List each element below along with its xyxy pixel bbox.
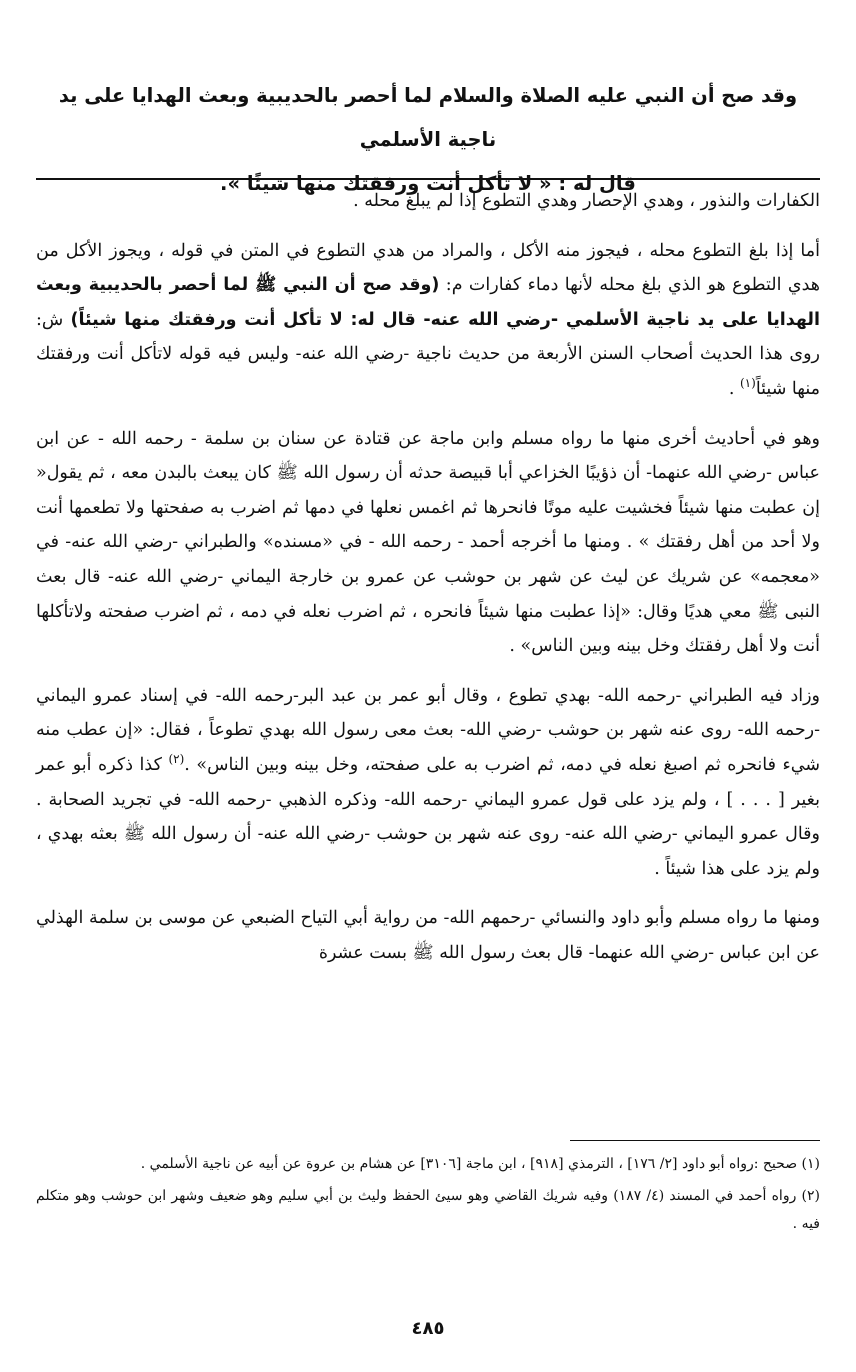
footnotes	[36, 1150, 820, 1242]
matn-line-1: وقد صح أن النبي عليه الصلاة والسلام لما أحصر بالحديبية وبعث الهدايا على يد ناجية الأسلمي	[58, 84, 798, 151]
paragraph-4-part-a: وزاد فيه الطبراني -رحمه الله- بهدي تطوع ، وقال أبو عمر بن عبد البر-رحمه الله- في إسناد عمرو اليماني -رحمه الله- روى عنه شهر بن حوشب -رضي الله- بعث معى رسول الله بهدي تطوعاً ، فقال: «إن عطب منه شيء فانحره ثم اصبغ نعله في دمه، ثم اضرب به على صفحته، وخل بينه وبين الناس» .	[36, 685, 820, 775]
paragraph-2-intro: أما إذا بلغ التطوع محله ، فيجوز منه الأكل ، والمراد من هدي التطوع في المتن في قوله ، ويجوز الأكل من هدي التطوع هو الذي بلغ محله لأنها دماء كفارات م:	[36, 240, 820, 296]
commentary-paragraph-1: الكفارات والنذور ، وهدي الإحصار وهدي التطوع إذا لم يبلغ محله .	[353, 191, 820, 211]
footnote-1: (١) صحيح :رواه أبو داود [٢/ ١٧٦] ، الترمذي [٩١٨] ، ابن ماجة [٣١٠٦] عن هشام بن عروة عن أبيه عن ناجية الأسلمي .	[140, 1156, 820, 1172]
paragraph-2-body: ش: روى هذا الحديث أصحاب السنن الأربعة من حديث ناجية -رضي الله عنه- وليس فيه قوله لاتأكل أنت ورفقتك منها شيئاً	[36, 309, 820, 399]
paragraph-4-part-b: كذا ذكره أبو عمر بغير [ . . . ] ، ولم يزد على قول عمرو اليماني -رحمه الله- وذكره الذهبي -رحمه الله- في تجريد الصحابة . وقال عمرو اليماني -رضي الله عنه- روى عنه شهر بن حوشب -رضي الله عنه- أن رسول الله ﷺ بعثه بهدي ، ولم يزد على هذا شيئاً .	[36, 754, 820, 879]
commentary-body	[36, 184, 820, 985]
commentary-paragraph-4	[36, 679, 820, 887]
paragraph-2-end: .	[728, 378, 740, 399]
page-number: ٤٨٥	[411, 1318, 445, 1339]
commentary-paragraph-5: ومنها ما رواه مسلم وأبو داود والنسائي -رحمهم الله- من رواية أبي التياح الضبعي عن موسى بن سلمة الهذلي عن ابن عباس -رضي الله عنهما- قال بعث رسول الله ﷺ بست عشرة	[36, 908, 820, 963]
matn-line-2: قال له : « لا تأكل أنت ورفقتك منها شيئًا ».	[220, 172, 636, 195]
footnote-separator-rule	[570, 1140, 820, 1141]
quoted-matn: (وقد صح أن النبي ﷺ لما أحصر بالحديبية وبعث الهدايا على يد ناجية الأسلمي -رضي الله عنه- قال له: لا تأكل أنت ورفقتك منها شيئاً)	[36, 275, 820, 330]
commentary-paragraph-2	[36, 234, 820, 407]
footnote-ref-1[interactable]: (١)	[739, 376, 756, 391]
footnote-2: (٢) رواه أحمد في المسند (٤/ ١٨٧) وفيه شريك القاضي وهو سيئ الحفظ وليث بن أبي سليم وهو ضعيف وشهر ابن حوشب وهو متكلم فيه .	[36, 1188, 820, 1232]
footnote-ref-2[interactable]: (٢)	[168, 752, 185, 767]
matn-separator-rule	[36, 178, 820, 180]
commentary-paragraph-3: وهو في أحاديث أخرى منها ما رواه مسلم وابن ماجة عن قتادة عن سنان بن سلمة - رحمه الله - عن ابن عباس -رضي الله عنهما- أن ذؤيبًا الخزاعي أبا قبيصة حدثه أن رسول الله ﷺ كان يبعث بالبدن معه ، ثم يقول« إن عطبت منها شيئاً فخشيت عليه موتًا فانحرها ثم اغمس نعلها في دمها ثم اضرب به صفحتها ولا تطعمها أنت ولا أحد من أهل رفقتك » . ومنها ما أخرجه أحمد - رحمه الله - في «مسنده» والطبراني -رضي الله عنه- في «معجمه» عن شريك عن ليث عن شهر بن حوشب عن عمرو بن خارجة اليماني -رضي الله عنه- قال بعث النبى ﷺ معي هديًا وقال: «إذا عطبت منها شيئاً فانحره ، ثم اضرب نعله في دمه ، ثم اضرب صفحته ولاتأكلها أنت ولا أهل رفقتك وخل بينه وبين الناس» .	[36, 428, 820, 657]
